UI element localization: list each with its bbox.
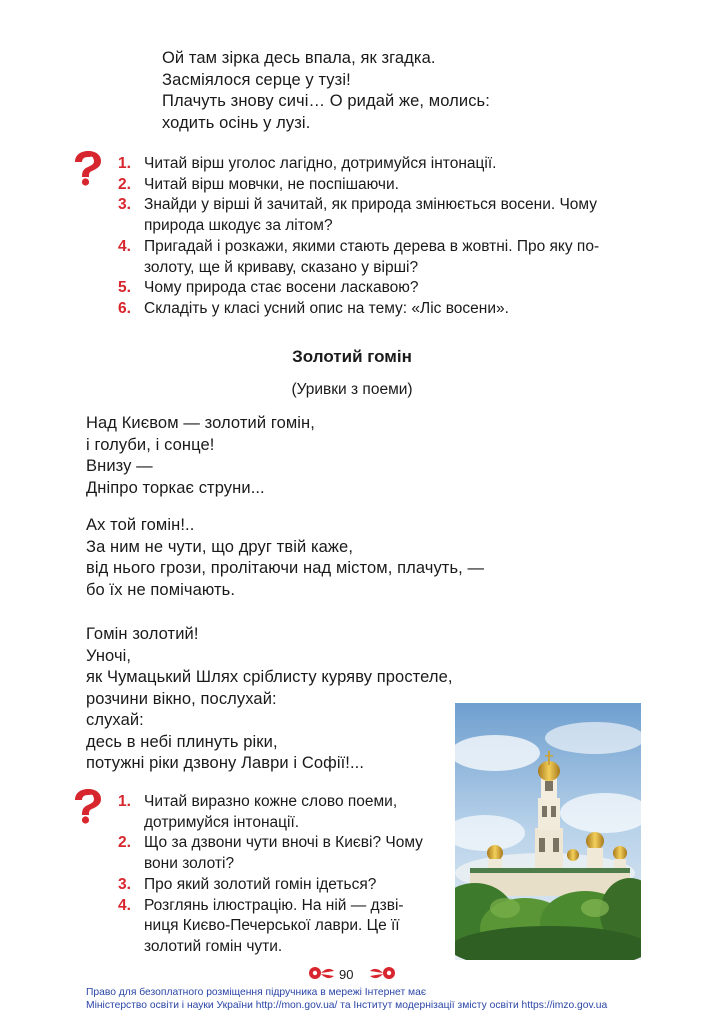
question-text-line: Про який золотий гомін ідеться? <box>144 875 377 893</box>
poem-stanza-2 <box>86 515 484 601</box>
poem-line: Уночі, <box>86 646 132 665</box>
poem-line: потужні ріки дзвону Лаври і Софії!... <box>86 754 365 772</box>
question-item <box>118 154 648 175</box>
question-number: 4. <box>118 896 131 914</box>
footer-ministry-line: Міністерство освіти і науки України http://mon.gov.ua/ та Інститут модернізації змісту освіти https://imzo.gov.ua <box>86 1000 608 1011</box>
question-number: 3. <box>118 875 131 893</box>
poem-line: Над Києвом — золотий гомін, <box>86 414 315 432</box>
poem-line: від нього грози, пролітаючи над містом, плачуть, — <box>86 559 485 577</box>
question-text-line: ниця Києво-Печерської лаври. Це її <box>144 917 400 935</box>
poem-line: За ним не чути, що друг твій каже, <box>86 537 354 556</box>
question-text-line: вони золоті? <box>144 855 235 873</box>
question-text-line: дотримуйся інтонації. <box>144 813 300 831</box>
question-text-line: Читай вірш мовчки, не поспішаючи. <box>144 175 399 193</box>
poem-line: Плачуть знову сичі… О ридай же, молись: <box>162 92 490 110</box>
question-number: 2. <box>118 175 131 193</box>
question-item <box>118 195 648 236</box>
question-item <box>118 237 648 278</box>
question-number: 2. <box>118 834 131 852</box>
poem-line: Ах той гомін!.. <box>86 516 195 534</box>
question-text-line: Читай виразно кожне слово поеми, <box>144 793 398 810</box>
floral-ornament-icon <box>368 964 398 984</box>
question-number: 1. <box>118 155 131 172</box>
question-mark-icon <box>70 150 104 186</box>
poem-stanza-top <box>162 48 490 134</box>
questions-list-1 <box>118 154 648 320</box>
question-item <box>118 792 438 833</box>
question-text-line: золотий гомін чути. <box>144 937 283 955</box>
question-text-line: Що за дзвони чути вночі в Києві? Чому <box>144 834 423 852</box>
question-text-line: Складіть у класі усний опис на тему: «Ліс восени». <box>144 299 509 317</box>
question-text-line: Пригадай і розкажи, якими стають дерева в жовтні. Про яку по- <box>144 237 600 255</box>
poem-stanza-1 <box>86 413 315 499</box>
question-number: 6. <box>118 299 131 317</box>
poem-subtitle: (Уривки з поеми) <box>291 381 413 398</box>
poem-line: Гомін золотий! <box>86 625 199 643</box>
poem-line: розчини вікно, послухай: <box>86 689 277 708</box>
footer-rights-line: Право для безоплатного розміщення підручника в мережі Інтернет має <box>86 987 427 998</box>
question-text-line: золоту, ще й криваву, сказано у вірші? <box>144 258 419 276</box>
lavra-bell-tower-illustration <box>455 703 641 960</box>
poem-line: ходить осінь у лузі. <box>162 113 311 132</box>
questions-list-2 <box>118 792 438 958</box>
poem-line: Засміялося серце у тузі! <box>162 70 351 89</box>
poem-title: Золотий гомін <box>292 347 412 366</box>
poem-line: Внизу — <box>86 457 153 475</box>
question-text-line: Читай вірш уголос лагідно, дотримуйся інтонації. <box>144 155 497 172</box>
poem-line: як Чумацький Шлях сріблисту куряву простеле, <box>86 668 453 686</box>
question-item <box>118 875 438 896</box>
question-mark-icon <box>70 788 104 824</box>
question-text-line: Знайди у вірші й зачитай, як природа змінюється восени. Чому <box>144 196 598 214</box>
question-text-line: Розглянь ілюстрацію. На ній — дзві- <box>144 896 404 914</box>
question-number: 5. <box>118 279 131 297</box>
question-text-line: природа шкодує за літом? <box>144 217 333 235</box>
question-item <box>118 896 438 958</box>
question-item <box>118 278 648 299</box>
question-item <box>118 175 648 196</box>
question-number: 3. <box>118 196 131 214</box>
question-text-line: Чому природа стає восени ласкавою? <box>144 279 419 297</box>
poem-line: бо їх не помічають. <box>86 580 236 599</box>
question-number: 4. <box>118 237 131 255</box>
question-item <box>118 833 438 874</box>
page-number: 90 <box>339 967 354 982</box>
poem-line: десь в небі плинуть ріки, <box>86 732 278 751</box>
question-number: 1. <box>118 793 131 810</box>
poem-stanza-3 <box>86 624 453 775</box>
floral-ornament-icon <box>306 964 336 984</box>
poem-line: Дніпро торкає струни... <box>86 478 265 497</box>
poem-line: слухай: <box>86 711 144 729</box>
question-item <box>118 299 648 320</box>
poem-line: Ой там зірка десь впала, як згадка. <box>162 49 436 67</box>
poem-line: і голуби, і сонце! <box>86 435 215 454</box>
